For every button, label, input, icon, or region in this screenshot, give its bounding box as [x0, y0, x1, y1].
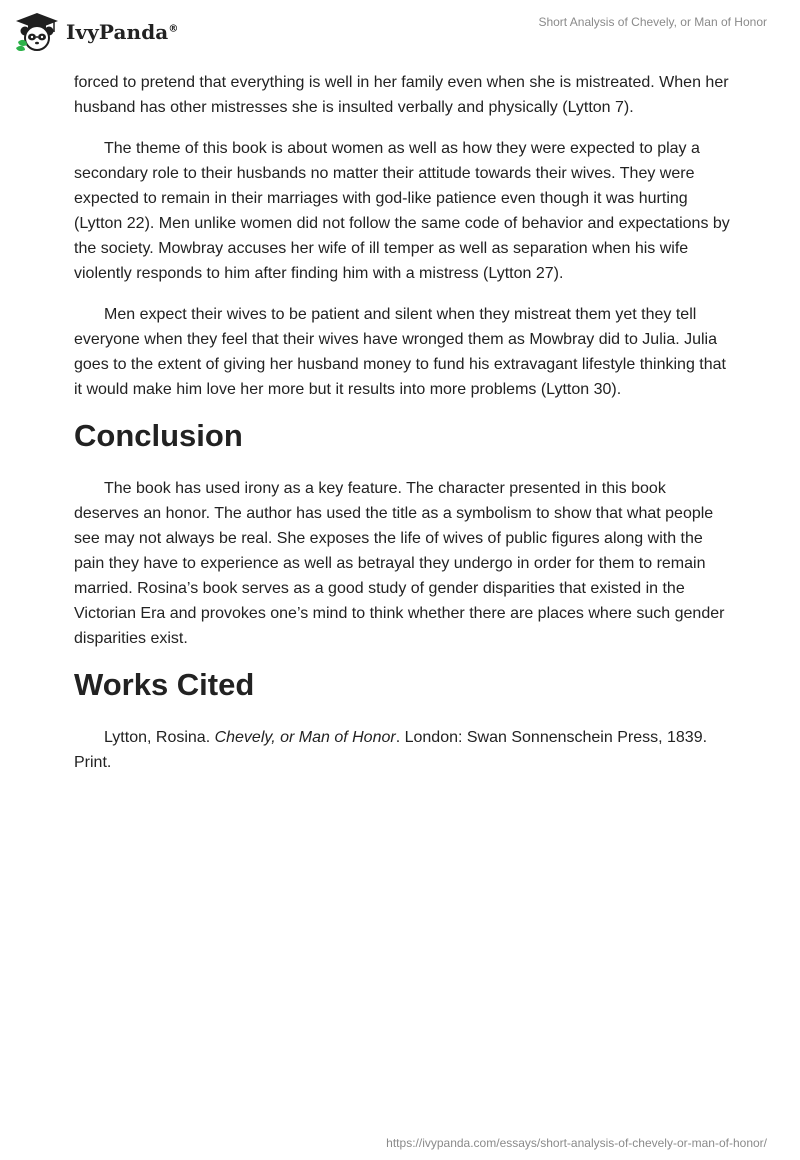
conclusion-heading: Conclusion [74, 418, 243, 453]
paragraph: Men expect their wives to be patient and silent when they mistreat them yet they tell everyone when they feel that their wives have wronged them as Mowbray did to Julia. Julia goes to the extent of giving her husband money to fund his extravagant lifestyle thinking that it would make him love her more but it results into more problems (Lytton 30). [74, 306, 726, 398]
ivypanda-logo[interactable] [14, 9, 194, 55]
works-cited-heading: Works Cited [74, 667, 255, 702]
paragraph: The theme of this book is about women as well as how they were expected to play a secondary role to their husbands no matter their attitude towards their wives. They were expected to remain in their marriages with god-like patience even though it was hurting (Lytton 22). Men unlike women did not follow the same code of behavior and expectations by the society. Mowbray accuses her wife of ill temper as well as separation when his wife violently responds to him after finding him with a mistress (Lytton 27). [74, 140, 730, 282]
paragraph: forced to pretend that everything is well in her family even when she is mistreated. When her husband has other mistresses she is insulted verbally and physically (Lytton 7). [74, 74, 729, 116]
page-header [0, 0, 800, 70]
citation-entry [74, 725, 734, 775]
brand-name: IvyPanda® [66, 20, 179, 44]
citation-author: Lytton, Rosina. [104, 729, 215, 746]
citation-title: Chevely, or Man of Honor [214, 729, 396, 746]
citation-details: . London: Swan Sonnenschein Press, 1839. Print. [74, 729, 708, 771]
panda-logo-icon [14, 12, 60, 52]
conclusion-paragraph: The book has used irony as a key feature. The character presented in this book deserves an honor. The author has used the title as a symbolism to show that what people see may not always be real. She exposes the life of wives of public figures along with the pain they have to experience as well as betrayal they undergo in order for them to remain married. Rosina’s book serves as a good study of gender disparities that existed in the Victorian Era and provokes one’s mind to think whether there are places where such gender disparities exist. [74, 480, 725, 647]
essay-content [74, 70, 734, 791]
document-title: Short Analysis of Chevely, or Man of Honor [538, 15, 767, 29]
footer-url[interactable]: https://ivypanda.com/essays/short-analysis-of-chevely-or-man-of-honor/ [386, 1136, 767, 1150]
